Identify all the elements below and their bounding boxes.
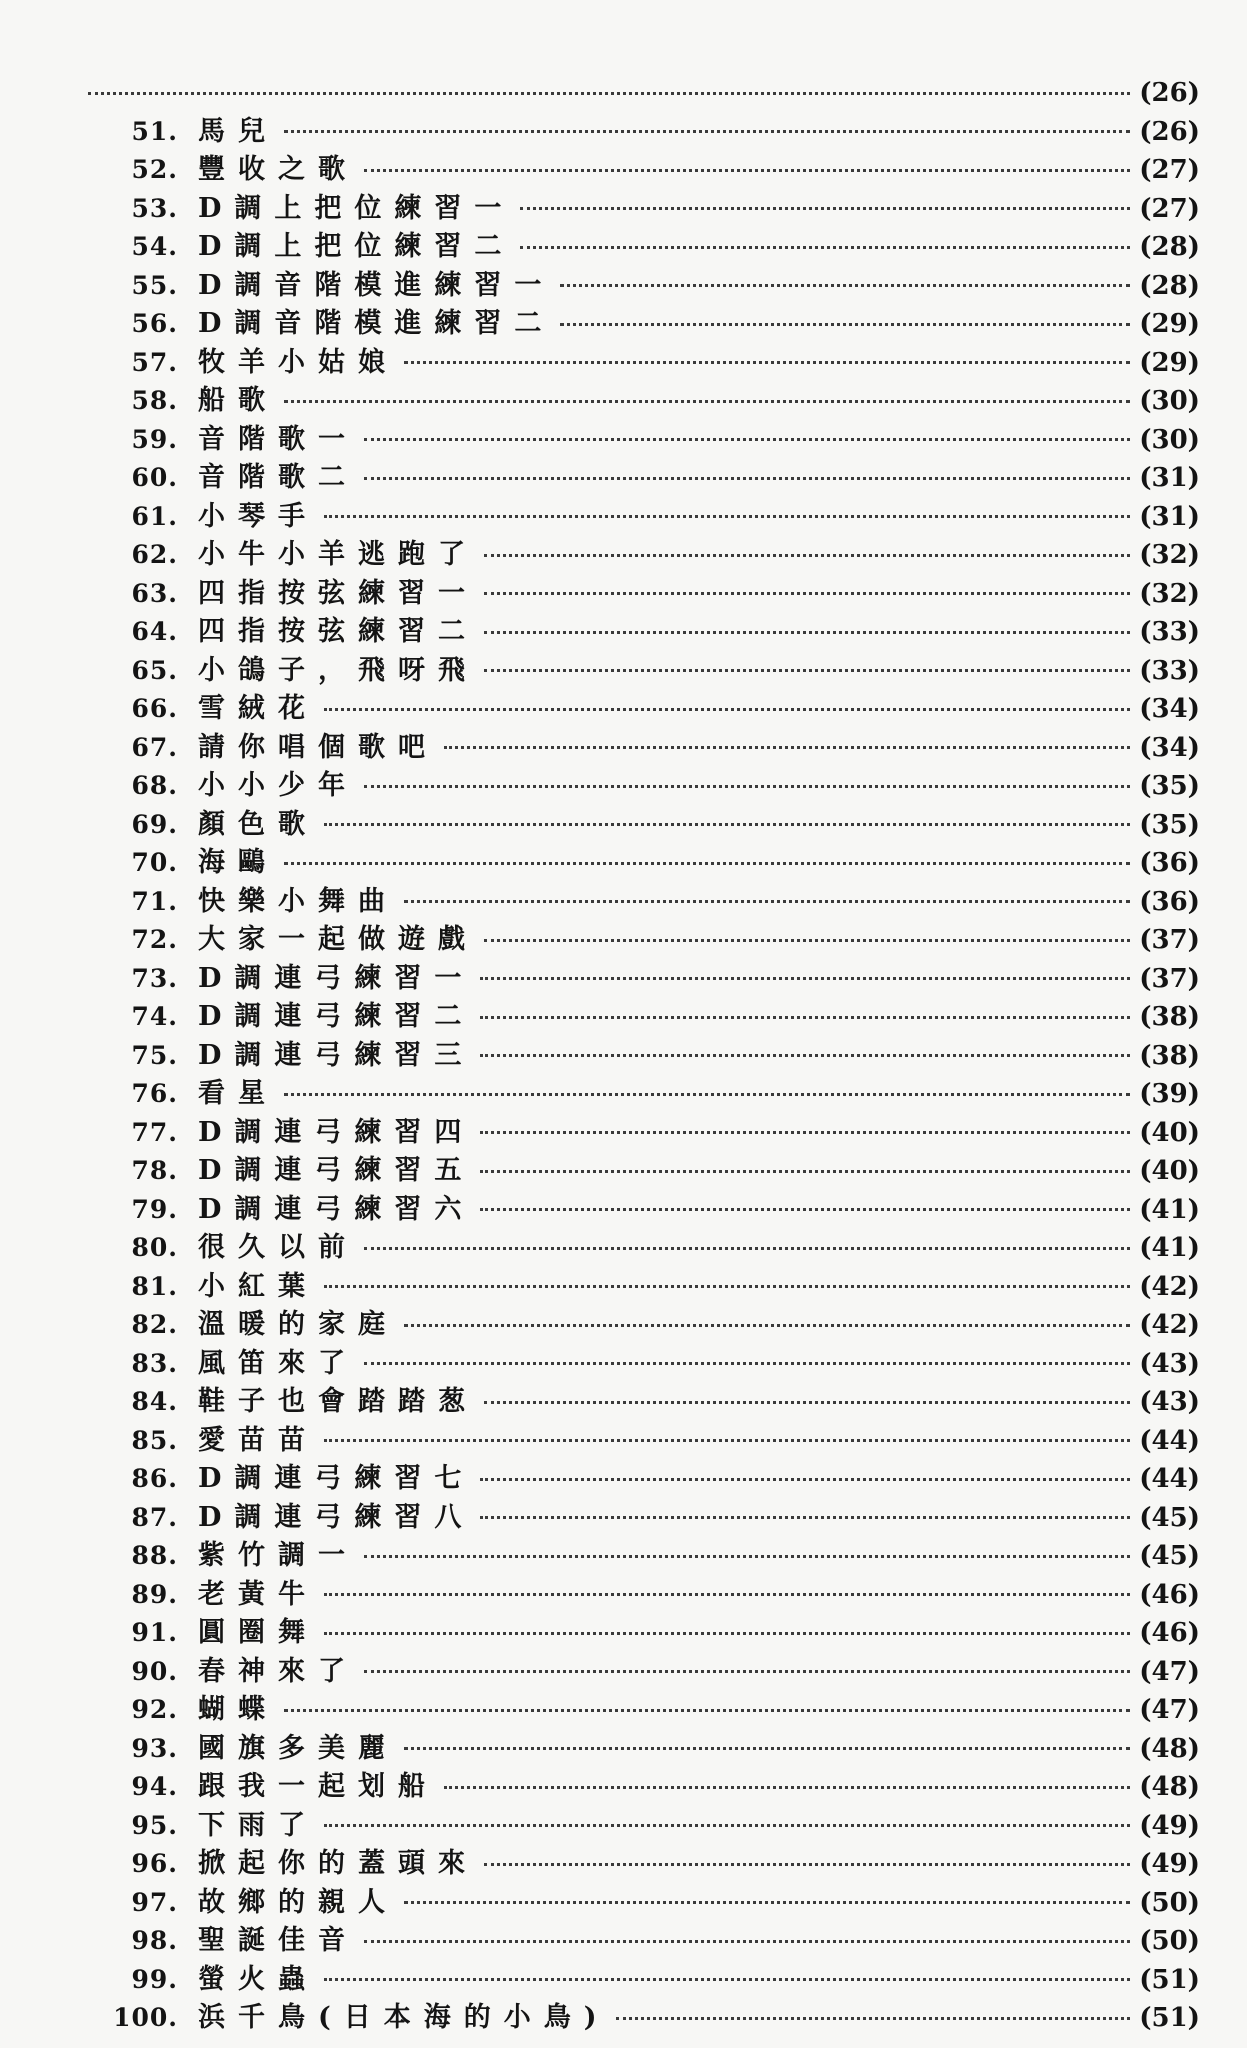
toc-entry [88, 1306, 1200, 1345]
page-number: (47) [1139, 1656, 1200, 1687]
page-number: (35) [1139, 771, 1200, 801]
page-number: (28) [1139, 270, 1200, 301]
toc-entry [88, 960, 1200, 999]
entry-number: 62. [131, 540, 178, 569]
entry-number: 70. [131, 848, 178, 877]
dot-leader [560, 323, 1130, 326]
dot-leader [324, 1593, 1130, 1596]
entry-title: 音階歌二 [198, 462, 358, 493]
entry-number: 75. [131, 1040, 178, 1070]
toc-entry [88, 536, 1200, 575]
page-number: (32) [1139, 578, 1200, 609]
entry-title: 四指按弦練習一 [198, 577, 478, 609]
entry-title: 下雨了 [198, 1809, 318, 1841]
entry-title: 愛苗苗 [198, 1424, 318, 1456]
toc-entry [88, 844, 1200, 883]
toc-entry [88, 1229, 1200, 1268]
entry-number: 57. [131, 347, 178, 377]
page-number: (30) [1139, 386, 1200, 416]
toc-entry [88, 1345, 1200, 1384]
page-number: (43) [1139, 1387, 1200, 1417]
entry-title: D調連弓練習八 [198, 1501, 475, 1533]
toc-entry [88, 1037, 1200, 1076]
dot-leader [484, 1401, 1130, 1404]
page-number: (31) [1139, 463, 1200, 493]
toc-entry [88, 1884, 1200, 1923]
entry-number: 72. [131, 925, 178, 954]
dot-leader [324, 1978, 1130, 1981]
page-number: (30) [1139, 424, 1200, 455]
entry-number: 95. [131, 1810, 178, 1840]
entry-title: 音階歌一 [198, 423, 358, 455]
entry-number: 90. [131, 1656, 178, 1686]
page-number: (36) [1139, 848, 1200, 878]
page-number: (27) [1139, 193, 1200, 224]
page-number: (43) [1139, 1348, 1200, 1379]
page-number: (36) [1139, 886, 1200, 917]
page-number: (34) [1139, 732, 1200, 763]
entry-title: 豐收之歌 [198, 154, 358, 185]
entry-title: 圓圈舞 [198, 1617, 318, 1648]
entry-number: 52. [131, 155, 178, 184]
toc-entry [88, 806, 1200, 845]
toc-entry [88, 1152, 1200, 1191]
entry-number: 80. [131, 1233, 178, 1262]
toc-entry [88, 690, 1200, 729]
entry-title: D調連弓練習一 [198, 962, 475, 994]
toc-entry [88, 1730, 1200, 1769]
toc-entry [88, 575, 1200, 614]
dot-leader [616, 2017, 1130, 2020]
entry-title: 馬兒 [198, 115, 278, 147]
entry-title: 大家一起做遊戲 [198, 924, 478, 955]
toc-entry [88, 498, 1200, 537]
page-number: (49) [1139, 1849, 1200, 1879]
entry-number: 97. [131, 1887, 178, 1917]
page-number: (40) [1139, 1156, 1200, 1186]
dot-leader [484, 669, 1130, 672]
dot-leader [484, 939, 1130, 942]
dot-leader [480, 1054, 1130, 1057]
dot-leader [364, 1247, 1130, 1250]
dot-leader [324, 1824, 1130, 1827]
toc-entry [88, 1191, 1200, 1230]
entry-number: 82. [131, 1310, 178, 1339]
entry-title: 很久以前 [198, 1232, 358, 1263]
dot-leader [324, 823, 1130, 826]
toc-entry [88, 344, 1200, 383]
entry-number: 79. [131, 1194, 178, 1224]
toc-entry [88, 1922, 1200, 1961]
entry-number: 59. [131, 424, 178, 454]
page-number: (29) [1139, 309, 1200, 339]
entry-number: 61. [131, 501, 178, 531]
toc-entry [88, 652, 1200, 691]
entry-title: 小紅葉 [198, 1270, 318, 1302]
entry-number: 74. [131, 1002, 178, 1031]
dot-leader [284, 400, 1130, 403]
page-number: (41) [1139, 1194, 1200, 1225]
entry-title: 顏色歌 [198, 808, 318, 840]
toc-entry [88, 113, 1200, 152]
toc-entry [88, 1614, 1200, 1653]
dot-leader [480, 1016, 1130, 1019]
dot-leader [284, 862, 1130, 865]
page-number: (45) [1139, 1541, 1200, 1571]
entry-number: 98. [131, 1926, 178, 1955]
page-number: (33) [1139, 617, 1200, 647]
entry-title: 小小少年 [198, 770, 358, 801]
toc-entry [88, 228, 1200, 267]
toc-entry [88, 1460, 1200, 1499]
page-number: (48) [1139, 1733, 1200, 1764]
dot-leader [364, 1555, 1130, 1558]
entry-title: D調連弓練習三 [198, 1039, 475, 1071]
dot-leader [404, 900, 1130, 903]
entry-title: 小琴手 [198, 500, 318, 532]
dot-leader [404, 1901, 1130, 1904]
entry-number: 96. [131, 1849, 178, 1878]
dot-leader [324, 515, 1130, 518]
dot-leader [364, 785, 1130, 788]
entry-title: D調音階模進練習二 [198, 308, 555, 339]
page-number: (45) [1139, 1502, 1200, 1533]
page-number: (28) [1139, 232, 1200, 262]
entry-number: 63. [131, 578, 178, 608]
entry-number: 69. [131, 809, 178, 839]
page-number: (48) [1139, 1772, 1200, 1802]
entry-number: 71. [131, 886, 178, 916]
dot-leader [404, 361, 1130, 364]
entry-number: 78. [131, 1156, 178, 1185]
toc-entry [88, 1268, 1200, 1307]
entry-title: D調上把位練習一 [198, 192, 515, 224]
entry-title: 船歌 [198, 385, 278, 416]
entry-number: 66. [131, 694, 178, 723]
entry-number: 65. [131, 655, 178, 685]
page-number: (29) [1139, 347, 1200, 378]
dot-leader [480, 977, 1130, 980]
entry-title: 小鴿子，飛呀飛 [198, 654, 478, 686]
entry-number: 56. [131, 309, 178, 338]
dot-leader [520, 207, 1130, 210]
entry-number: 88. [131, 1541, 178, 1570]
page-number: (39) [1139, 1079, 1200, 1109]
page-number: (41) [1139, 1233, 1200, 1263]
entry-number: 81. [131, 1271, 178, 1301]
dot-leader [480, 1170, 1130, 1173]
entry-title: 跟我一起划船 [198, 1771, 438, 1802]
entry-number: 58. [131, 386, 178, 415]
page-number: (44) [1139, 1425, 1200, 1456]
page-number: (50) [1139, 1926, 1200, 1956]
page-number: (26) [1139, 78, 1200, 108]
toc-entry [88, 921, 1200, 960]
dot-leader [444, 746, 1130, 749]
toc-lead-row [88, 74, 1200, 113]
page-number: (32) [1139, 540, 1200, 570]
entry-title: D調連弓練習七 [198, 1463, 475, 1494]
dot-leader [364, 1362, 1130, 1365]
entry-title: 看星 [198, 1078, 278, 1109]
page-number: (26) [1139, 116, 1200, 147]
entry-number: 93. [131, 1733, 178, 1763]
page-number: (35) [1139, 809, 1200, 840]
dot-leader [520, 246, 1130, 249]
entry-title: 小牛小羊逃跑了 [198, 539, 478, 570]
entry-title: 鞋子也會踏踏葱 [198, 1386, 478, 1417]
toc-entry [88, 1807, 1200, 1846]
toc-entry [88, 459, 1200, 498]
entry-title: 紫竹調一 [198, 1540, 358, 1571]
dot-leader [364, 477, 1130, 480]
entry-number: 68. [131, 771, 178, 800]
toc-entry [88, 1422, 1200, 1461]
page-number: (38) [1139, 1040, 1200, 1071]
entry-number: 73. [131, 963, 178, 993]
entry-number: 87. [131, 1502, 178, 1532]
toc-entry [88, 1691, 1200, 1730]
dot-leader [324, 1285, 1130, 1288]
dot-leader [364, 1670, 1130, 1673]
dot-leader [484, 592, 1130, 595]
dot-leader [444, 1786, 1130, 1789]
entry-title: D調連弓練習四 [198, 1116, 475, 1148]
toc-entry [88, 190, 1200, 229]
entry-number: 84. [131, 1387, 178, 1416]
entry-number: 83. [131, 1348, 178, 1378]
dot-leader [364, 169, 1130, 172]
toc-entry [88, 421, 1200, 460]
page-number: (44) [1139, 1464, 1200, 1494]
entry-number: 89. [131, 1579, 178, 1609]
toc-entry [88, 1576, 1200, 1615]
dot-leader [364, 1940, 1130, 1943]
entry-title: 蝴蝶 [198, 1694, 278, 1725]
dot-leader [480, 1131, 1130, 1134]
page-number: (37) [1139, 963, 1200, 994]
page-number: (34) [1139, 694, 1200, 724]
entry-number: 51. [131, 116, 178, 146]
dot-leader [284, 130, 1130, 133]
entry-number: 100. [113, 2003, 178, 2032]
entry-title: 風笛來了 [198, 1347, 358, 1379]
toc-entry [88, 1383, 1200, 1422]
page-number: (40) [1139, 1117, 1200, 1148]
entry-number: 54. [131, 232, 178, 261]
entry-title: 雪絨花 [198, 693, 318, 724]
page-number: (51) [1139, 1964, 1200, 1995]
toc-entry [88, 151, 1200, 190]
entry-title: D調連弓練習二 [198, 1001, 475, 1032]
toc-entry [88, 729, 1200, 768]
page-number: (49) [1139, 1810, 1200, 1841]
entry-number: 91. [131, 1618, 178, 1647]
entry-title: 螢火蟲 [198, 1963, 318, 1995]
page-number: (31) [1139, 501, 1200, 532]
page-number: (33) [1139, 655, 1200, 686]
dot-leader [484, 1863, 1130, 1866]
toc-entry [88, 1653, 1200, 1692]
page-number: (50) [1139, 1887, 1200, 1918]
toc-entry [88, 1961, 1200, 2000]
dot-leader [364, 438, 1130, 441]
toc-entry [88, 767, 1200, 806]
page-number: (46) [1139, 1618, 1200, 1648]
entry-title: D調連弓練習六 [198, 1193, 475, 1225]
entry-number: 77. [131, 1117, 178, 1147]
entry-title: D調音階模進練習一 [198, 269, 555, 301]
entry-number: 76. [131, 1079, 178, 1108]
entry-number: 92. [131, 1695, 178, 1724]
dot-leader [284, 1709, 1130, 1712]
dot-leader [284, 1093, 1130, 1096]
page-number: (46) [1139, 1579, 1200, 1610]
page-number: (37) [1139, 925, 1200, 955]
entry-number: 53. [131, 193, 178, 223]
dot-leader [324, 708, 1130, 711]
page-number: (42) [1139, 1310, 1200, 1340]
entry-title: 牧羊小姑娘 [198, 346, 398, 378]
toc-entry [88, 382, 1200, 421]
entry-title: 海鷗 [198, 847, 278, 878]
entry-title: 四指按弦練習二 [198, 616, 478, 647]
toc-entry [88, 305, 1200, 344]
dot-leader [324, 1632, 1130, 1635]
entry-title: 國旗多美麗 [198, 1732, 398, 1764]
dot-leader [324, 1439, 1130, 1442]
toc-entry [88, 1075, 1200, 1114]
toc-entry [88, 998, 1200, 1037]
toc-entry [88, 1499, 1200, 1538]
dot-leader [484, 554, 1130, 557]
toc-entry [88, 1845, 1200, 1884]
entry-title: D調上把位練習二 [198, 231, 515, 262]
dot-leader [480, 1516, 1130, 1519]
entry-number: 94. [131, 1772, 178, 1801]
entry-title: 浜千鳥(日本海的小鳥) [198, 2002, 610, 2033]
toc-entry [88, 1114, 1200, 1153]
dot-leader [560, 284, 1130, 287]
page-number: (42) [1139, 1271, 1200, 1302]
table-of-contents [88, 74, 1200, 2038]
page-number: (51) [1139, 2003, 1200, 2033]
toc-entry [88, 267, 1200, 306]
entry-number: 64. [131, 617, 178, 646]
entry-title: 故鄉的親人 [198, 1886, 398, 1918]
entry-number: 86. [131, 1464, 178, 1493]
entry-number: 67. [131, 732, 178, 762]
page-number: (27) [1139, 155, 1200, 185]
entry-title: 春神來了 [198, 1655, 358, 1687]
dot-leader [404, 1747, 1130, 1750]
dot-leader [88, 92, 1130, 95]
toc-entry [88, 613, 1200, 652]
page-number: (38) [1139, 1002, 1200, 1032]
entry-title: 聖誕佳音 [198, 1925, 358, 1956]
page-number: (47) [1139, 1695, 1200, 1725]
entry-title: 掀起你的蓋頭來 [198, 1848, 478, 1879]
entry-title: 溫暖的家庭 [198, 1309, 398, 1340]
entry-number: 99. [131, 1964, 178, 1994]
dot-leader [484, 631, 1130, 634]
dot-leader [404, 1324, 1130, 1327]
entry-title: 老黃牛 [198, 1578, 318, 1610]
dot-leader [480, 1208, 1130, 1211]
toc-entry [88, 1999, 1200, 2038]
entry-number: 55. [131, 270, 178, 300]
entry-number: 60. [131, 463, 178, 492]
entry-title: D調連弓練習五 [198, 1155, 475, 1186]
dot-leader [480, 1478, 1130, 1481]
toc-entry [88, 1768, 1200, 1807]
entry-title: 快樂小舞曲 [198, 885, 398, 917]
entry-title: 請你唱個歌吧 [198, 731, 438, 763]
toc-entry [88, 1537, 1200, 1576]
toc-entry [88, 883, 1200, 922]
entry-number: 85. [131, 1425, 178, 1455]
